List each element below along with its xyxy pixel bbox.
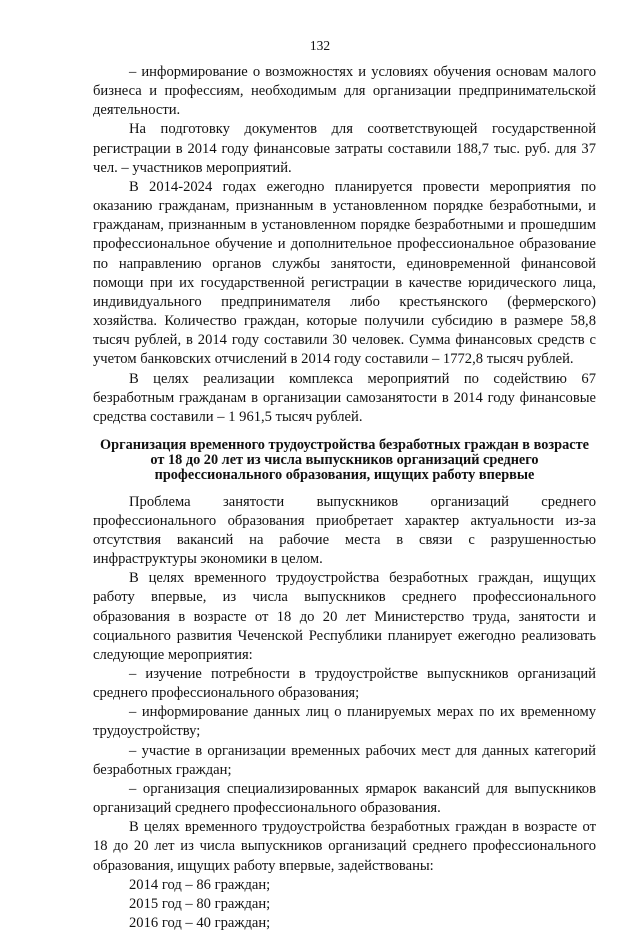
- list-item-job-fairs: – организация специализированных ярмарок вакансий для выпускников организаций среднего профессионального образования.: [93, 780, 596, 817]
- list-item-study-needs: – изучение потребности в трудоустройстве выпускников организаций среднего профессионального образования;: [93, 665, 596, 702]
- section-heading: Организация временного трудоустройства безработных граждан в возрасте от 18 до 20 лет из числа выпускников организаций среднего профессионального образования, ищущих работу впервые: [100, 436, 589, 484]
- year-line-2015: 2015 год – 80 граждан;: [129, 895, 271, 912]
- year-line-2014: 2014 год – 86 граждан;: [129, 876, 271, 893]
- paragraph-financial-assistance: В 2014-2024 годах ежегодно планируется провести мероприятия по оказанию гражданам, признанным в установленном порядке безработными, и гражданам, признанным в установленном порядке безработными и прошедшим профессиональное обучение и дополнительное профессиональное образование по направлению органов службы занятости, единовременной финансовой помощи при их государственной регистрации в качестве юридического лица, индивидуального предпринимателя либо крестьянского (фермерского) хозяйства. Количество граждан, которые получили субсидию в размере 58,8 тысяч рублей, в 2014 году составили 30 человек. Сумма финансовых средств с учетом банковских отчислений в 2014 году составили – 1772,8 тысяч рублей.: [93, 178, 596, 368]
- page-body: [93, 63, 596, 933]
- paragraph-employment-problem: Проблема занятости выпускников организаций среднего профессионального образования приобретает характер актуальности из-за отсутствия вакансий на рабочие места в связи с разрушенностью инфраструктуры экономики в целом.: [93, 493, 596, 568]
- paragraph-planned-measures: В целях временного трудоустройства безработных граждан, ищущих работу впервые, из числа выпускников среднего профессионального образования в возрасте от 18 до 20 лет Министерство труда, занятости и социального развития Чеченской Республики планирует ежегодно реализовать следующие мероприятия:: [93, 570, 596, 663]
- list-item-temporary-jobs: – участие в организации временных рабочих мест для данных категорий безработных граждан;: [93, 742, 596, 778]
- year-line-2016: 2016 год – 40 граждан;: [129, 915, 271, 932]
- list-item-informing: – информирование данных лиц о планируемых мерах по их временному трудоустройству;: [93, 704, 596, 740]
- paragraph-informing-bullet: – информирование о возможностях и условиях обучения основам малого бизнеса и профессиям, необходимым для организации предпринимательской деятельности.: [93, 64, 596, 119]
- page-number: 132: [309, 38, 331, 53]
- paragraph-self-employment-funds: В целях реализации комплекса мероприятий по содействию 67 безработным гражданам в организации самозанятости в 2014 году финансовые средства составили – 1 961,5 тысяч рублей.: [93, 370, 596, 425]
- paragraph-registration-costs: На подготовку документов для соответствующей государственной регистрации в 2014 году финансовые затраты составили 188,7 тыс. руб. для 37 чел. – участников мероприятий.: [93, 121, 596, 176]
- paragraph-involved-citizens: В целях временного трудоустройства безработных граждан в возрасте от 18 до 20 лет из числа выпускников организаций среднего профессионального образования, ищущих работу впервые, задействованы:: [93, 819, 596, 874]
- year-list: [93, 876, 596, 933]
